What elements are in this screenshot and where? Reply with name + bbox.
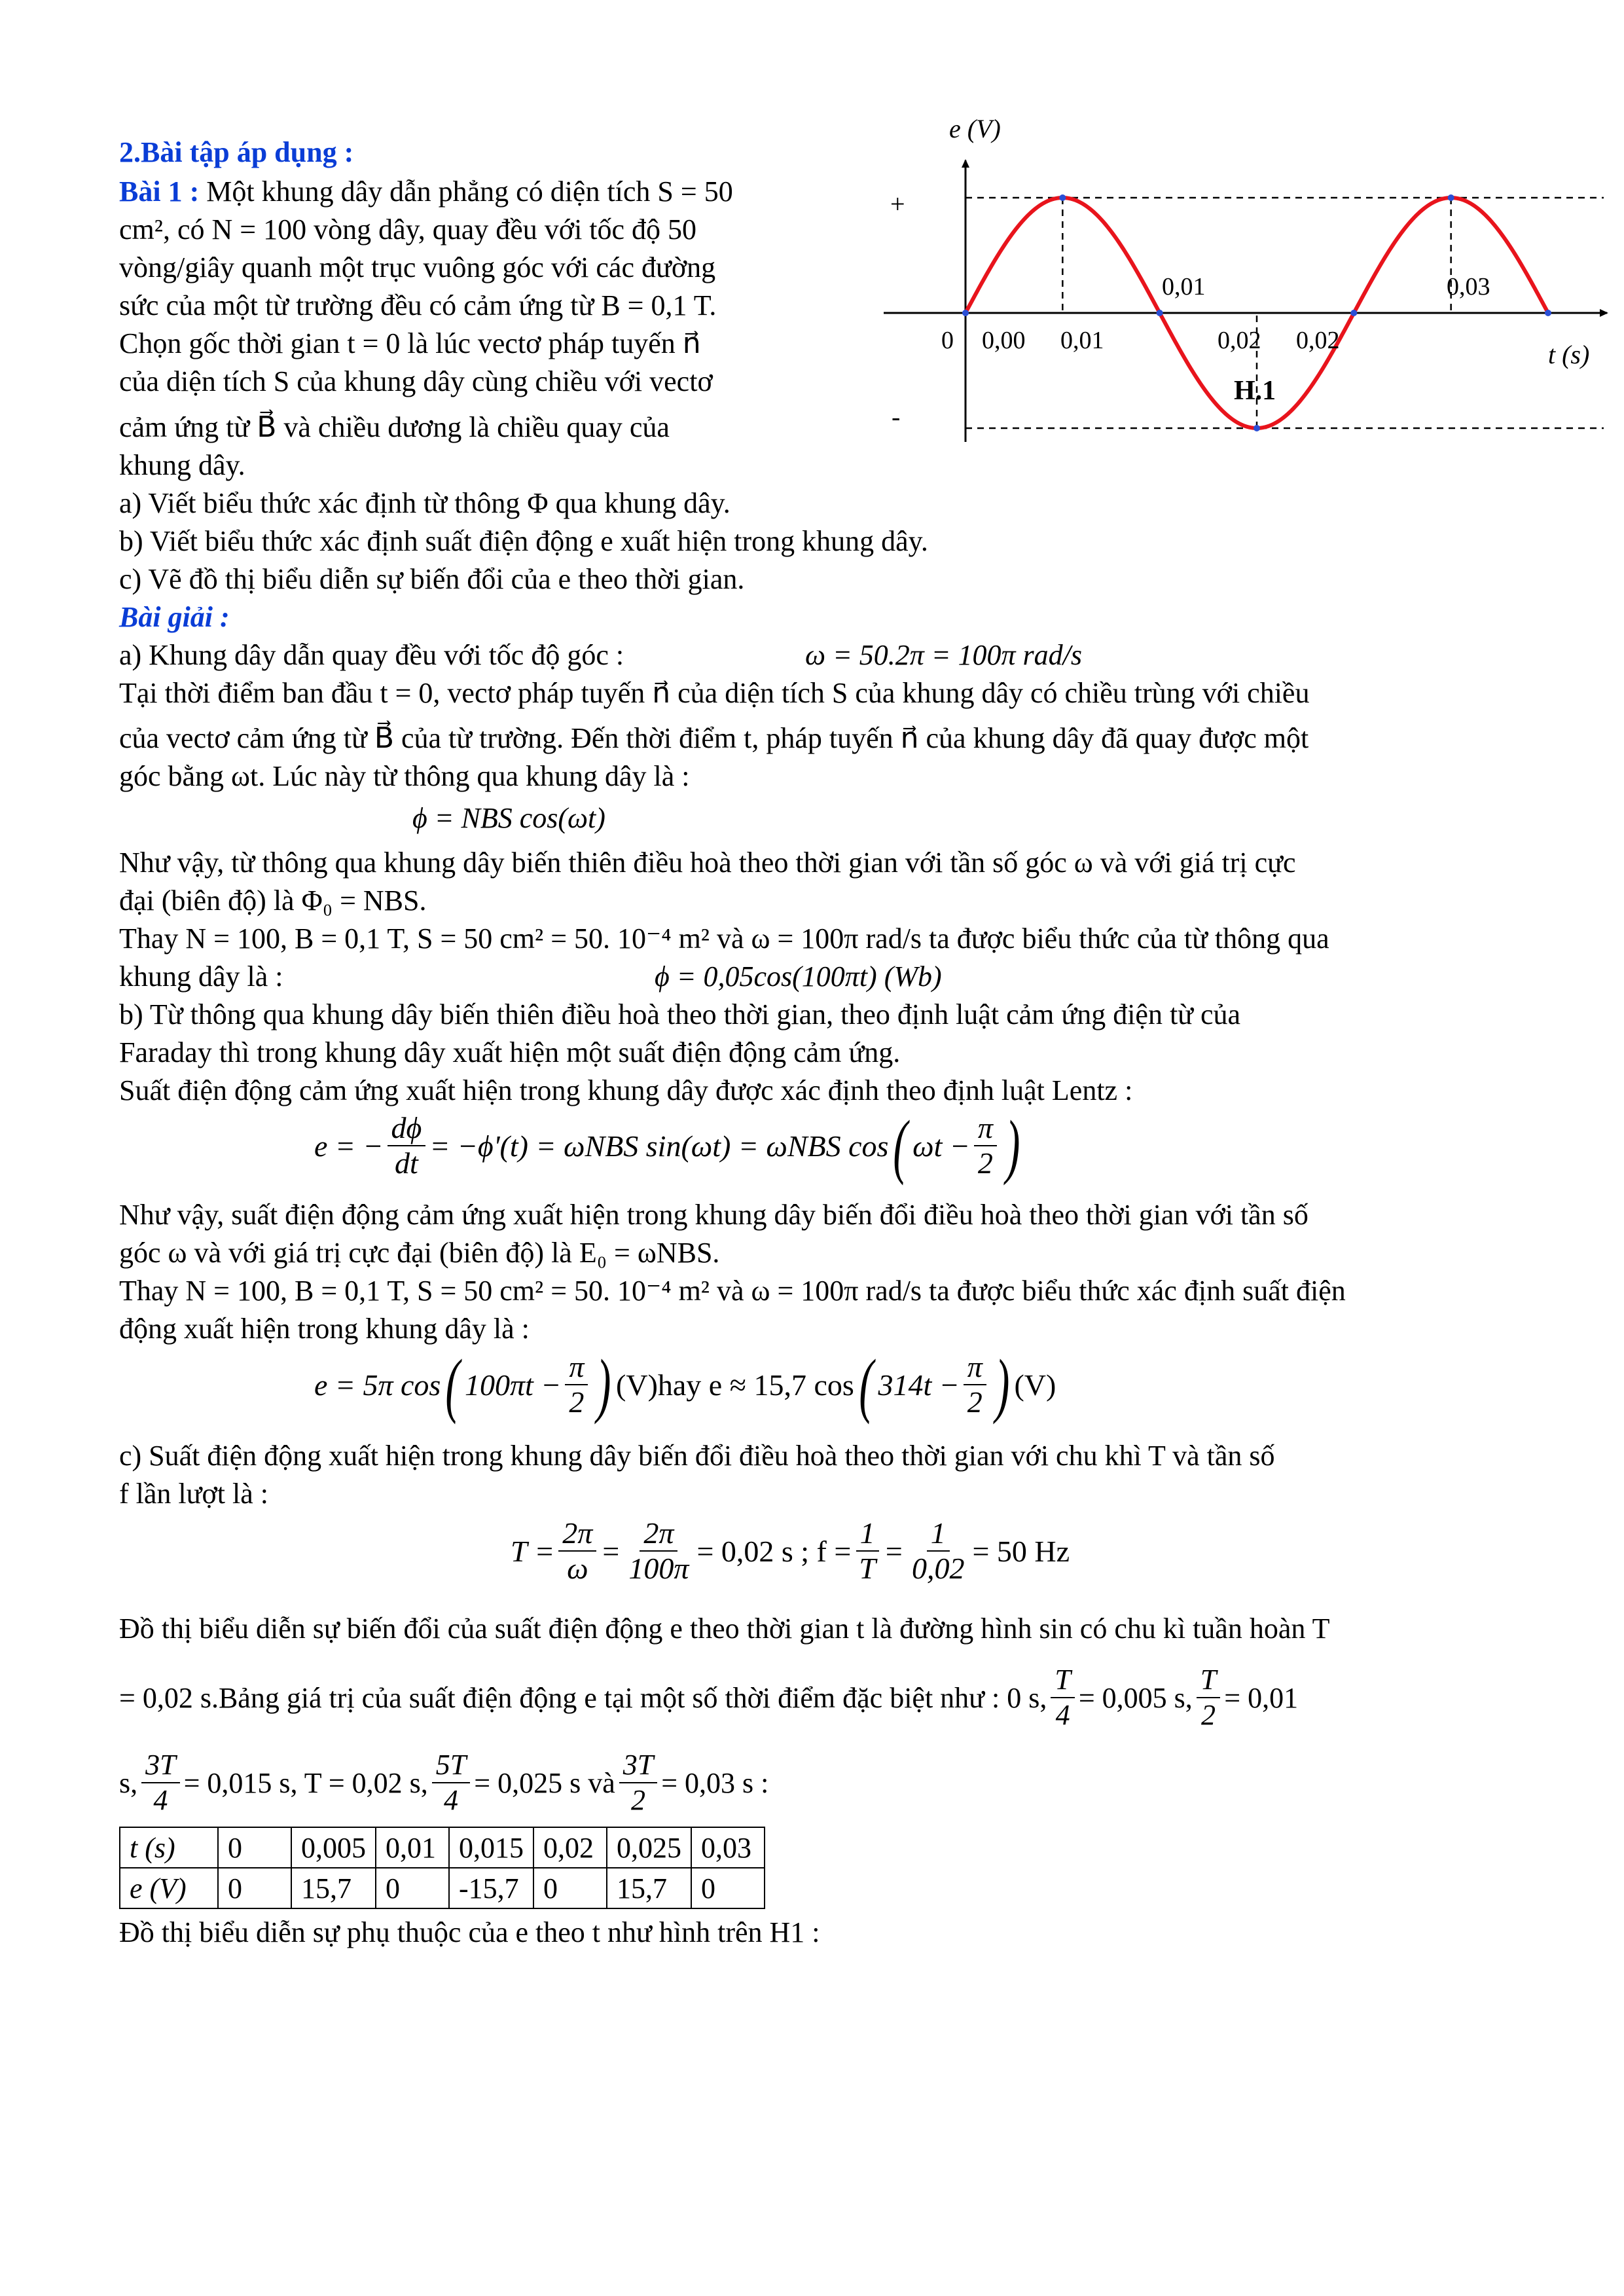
x-axis-label: t (s) — [1548, 340, 1590, 369]
sol-c5-frac-1 — [141, 1748, 179, 1817]
values-table — [119, 1827, 765, 1909]
table-row-t — [120, 1827, 765, 1868]
tick-label: 0,00 — [982, 327, 1026, 354]
data-point — [1448, 194, 1454, 201]
sol-c4-f1n: T — [1051, 1663, 1074, 1698]
problem-line-6: của diện tích S của khung dây cùng chiều với vectơ — [119, 365, 713, 397]
solution-label: Bài giải : — [119, 601, 230, 633]
paren-open-2: ( — [859, 1345, 874, 1425]
period-eq-T: T = — [511, 1534, 555, 1568]
sol-c5-c: = 0,025 s và — [474, 1766, 615, 1799]
y-plus-mark: + — [890, 189, 905, 219]
sol-a6: đại (biên độ) là Φ₀ = NBS. — [119, 884, 427, 917]
sol-b1: b) Từ thông qua khung dây biến thiên điều hoà theo thời gian, theo định luật cảm ứng điện từ của — [119, 998, 1241, 1030]
emf-eq-pi-frac-1 — [565, 1350, 588, 1419]
freq-1: 1 — [856, 1516, 879, 1552]
emf-eq-pi-1: π — [565, 1350, 588, 1385]
sol-a7: Thay N = 100, B = 0,1 T, S = 50 cm² = 50. 10⁻⁴ m² và ω = 100π rad/s ta được biểu thức của từ thông qua — [119, 922, 1329, 955]
sol-c5-d: = 0,03 s : — [661, 1766, 769, 1799]
freq-1-b: 1 — [927, 1516, 950, 1552]
chart-title: H.1 — [1234, 376, 1276, 406]
sol-b5: góc ω và với giá trị cực đại (biên độ) là E₀ = ωNBS. — [119, 1237, 720, 1269]
table-cell: 0 — [376, 1868, 449, 1908]
table-cell: 0,01 — [376, 1827, 449, 1868]
sol-a5: Như vậy, từ thông qua khung dây biến thiên điều hoà theo thời gian với tần số góc ω và với giá trị cực — [119, 847, 1296, 879]
lentz-eq-den: dt — [395, 1146, 418, 1180]
sol-a2: Tại thời điểm ban đầu t = 0, vectơ pháp tuyến n⃗ của diện tích S của khung dây có chiều trùng với chiều — [119, 677, 1310, 709]
question-c: c) Vẽ đồ thị biểu diễn sự biến đổi của e theo thời gian. — [119, 563, 745, 595]
freq-frac-1 — [855, 1516, 880, 1586]
sol-c4-c: = 0,01 — [1224, 1681, 1299, 1714]
sol-c4-b: = 0,005 s, — [1078, 1681, 1193, 1714]
sol-b3: Suất điện động cảm ứng xuất hiện trong khung dây được xác định theo định luật Lentz : — [119, 1074, 1133, 1106]
table-cell: 0 — [218, 1827, 291, 1868]
emf-chart — [871, 111, 1623, 478]
emf-eq-pi-frac-2 — [964, 1350, 986, 1419]
freq-002: 0,02 — [911, 1552, 965, 1585]
period-frac-2 — [624, 1516, 693, 1586]
table-row-e — [120, 1868, 765, 1908]
lentz-eq-inner: ωt − — [912, 1129, 970, 1163]
data-point — [1157, 310, 1163, 316]
sol-c4-f2d: 2 — [1201, 1699, 1216, 1731]
table-cell: 0 — [218, 1868, 291, 1908]
sol-a3: của vectơ cảm ứng từ B⃗ của từ trường. Đến thời điểm t, pháp tuyến n⃗ của khung dây đã quay được một — [119, 722, 1309, 754]
sol-c4-a: = 0,02 s.Bảng giá trị của suất điện động e tại một số thời điểm đặc biệt như : 0 s, — [119, 1681, 1047, 1714]
freq-eq-end: = 50 Hz — [972, 1534, 1070, 1568]
data-point — [962, 310, 969, 316]
emf-eq-inner2: 314t − — [878, 1368, 960, 1402]
sol-a8: khung dây là : — [119, 960, 283, 993]
sol-c5-a: s, — [119, 1766, 138, 1799]
problem-line-7: cảm ứng từ B⃗ và chiều dương là chiều quay của — [119, 411, 670, 443]
sol-a1: a) Khung dây dẫn quay đều với tốc độ góc : — [119, 639, 624, 671]
section-heading: 2.Bài tập áp dụng : — [119, 136, 354, 168]
sol-c4-frac-2 — [1197, 1663, 1220, 1732]
sol-c5-f3n: 3T — [619, 1748, 657, 1783]
sol-c5-frac-2 — [432, 1748, 470, 1817]
period-2pi-b: 2π — [640, 1516, 677, 1552]
problem-line-5: Chọn gốc thời gian t = 0 là lúc vectơ pháp tuyến n⃗ — [119, 327, 701, 359]
data-point — [1059, 194, 1066, 201]
emf-eq-end: (V) — [1014, 1368, 1056, 1402]
paren-close-2: ) — [995, 1345, 1010, 1425]
table-cell: -15,7 — [449, 1868, 533, 1908]
sol-c5-frac-3 — [619, 1748, 657, 1817]
sol-c3: Đồ thị biểu diễn sự biến đổi của suất điện động e theo thời gian t là đường hình sin có chu kì tuần hoàn T — [119, 1613, 1330, 1645]
data-point — [1545, 310, 1551, 316]
problem-line-8: khung dây. — [119, 449, 245, 481]
paren-open: ( — [893, 1106, 908, 1186]
sol-c4-f2n: T — [1197, 1663, 1220, 1698]
emf-eq-inner1: 100πt − — [464, 1368, 562, 1402]
tick-label: 0,02 — [1296, 327, 1340, 354]
table-cell: 0,025 — [607, 1827, 691, 1868]
problem-line-4: sức của một từ trường đều có cảm ứng từ B = 0,1 T. — [119, 289, 717, 321]
sol-b2: Faraday thì trong khung dây xuất hiện một suất điện động cảm ứng. — [119, 1036, 901, 1068]
period-2pi: 2π — [558, 1516, 596, 1552]
question-a: a) Viết biểu thức xác định từ thông Φ qua khung dây. — [119, 487, 731, 519]
table-cell: 0,03 — [691, 1827, 765, 1868]
problem-line-3: vòng/giây quanh một trục vuông góc với các đường — [119, 251, 716, 283]
emf-eq-pi-2: π — [964, 1350, 986, 1385]
sol-a8-eq: ϕ = 0,05cos(100πt) (Wb) — [655, 960, 942, 993]
problem-label: Bài 1 : — [119, 175, 200, 208]
paren-close: ) — [1005, 1106, 1020, 1186]
tick-label: 0,02 — [1218, 327, 1261, 354]
tick-label: 0,01 — [1060, 327, 1104, 354]
sol-b7: động xuất hiện trong khung dây là : — [119, 1313, 530, 1345]
y-minus-mark: - — [892, 402, 901, 431]
freq-frac-2 — [908, 1516, 969, 1586]
sol-c4-frac-1 — [1051, 1663, 1074, 1732]
period-equation — [511, 1516, 1070, 1586]
sol-a1-eq: ω = 50.2π = 100π rad/s — [805, 639, 1083, 671]
sol-c5-f1d: 4 — [153, 1784, 168, 1816]
lentz-eq-num: dϕ — [388, 1111, 426, 1146]
lentz-eq-mid: = −ϕ'(t) = ωNBS sin(ωt) = ωNBS cos — [429, 1129, 889, 1163]
emf-eq-two-1: 2 — [569, 1385, 585, 1419]
period-100pi: 100π — [628, 1552, 689, 1585]
table-cell: 0,005 — [291, 1827, 376, 1868]
lentz-eq-two: 2 — [977, 1146, 993, 1180]
sol-c4 — [119, 1663, 1298, 1732]
table-cell: 0 — [691, 1868, 765, 1908]
lentz-eq-pi: π — [974, 1111, 997, 1146]
table-header-e: e (V) — [120, 1868, 218, 1908]
problem-text-1: Một khung dây dẫn phẳng có diện tích S = 50 — [206, 175, 733, 208]
emf-equation — [314, 1345, 1056, 1425]
sol-c1: c) Suất điện động xuất hiện trong khung dây biến đổi điều hoà theo thời gian với chu khì T và tần số — [119, 1440, 1275, 1472]
sol-c5-f2d: 4 — [444, 1784, 459, 1816]
sol-b4: Như vậy, suất điện động cảm ứng xuất hiện trong khung dây biến đổi điều hoà theo thời gian với tần số — [119, 1199, 1308, 1231]
table-cell: 15,7 — [291, 1868, 376, 1908]
problem-line-2: cm², có N = 100 vòng dây, quay đều với tốc độ 50 — [119, 213, 697, 246]
question-b: b) Viết biểu thức xác định suất điện động e xuất hiện trong khung dây. — [119, 525, 928, 557]
data-point — [1254, 425, 1260, 431]
origin-label: 0 — [941, 327, 954, 354]
period-eq-eq: = — [600, 1534, 621, 1568]
sol-c5 — [119, 1748, 768, 1817]
emf-eq-mid: (V)hay e ≈ 15,7 cos — [616, 1368, 854, 1402]
emf-eq-a: e = 5π cos — [314, 1368, 441, 1402]
paren-open-1: ( — [445, 1345, 460, 1425]
freq-eq: = — [883, 1534, 904, 1568]
sol-c2: f lần lượt là : — [119, 1478, 268, 1510]
period-eq-res: = 0,02 s ; f = — [696, 1534, 852, 1568]
sol-a4: góc bằng ωt. Lúc này từ thông qua khung dây là : — [119, 760, 690, 792]
table-cell: 0,015 — [449, 1827, 533, 1868]
y-axis-label: e (V) — [949, 114, 1001, 143]
emf-eq-two-2: 2 — [967, 1385, 983, 1419]
period-frac-1 — [558, 1516, 596, 1586]
sol-c5-f2n: 5T — [432, 1748, 470, 1783]
sol-c5-f3d: 2 — [630, 1784, 645, 1816]
lentz-equation — [314, 1106, 1025, 1186]
sol-a-eq: ϕ = NBS cos(ωt) — [412, 802, 605, 834]
period-omega: ω — [567, 1552, 588, 1585]
tick-label: 0,01 — [1162, 273, 1206, 301]
freq-T: T — [859, 1552, 876, 1585]
table-cell: 0,02 — [533, 1827, 607, 1868]
sol-c5-f1n: 3T — [141, 1748, 179, 1783]
table-cell: 15,7 — [607, 1868, 691, 1908]
lentz-eq-left: e = − — [314, 1129, 384, 1163]
sol-c5-b: = 0,015 s, T = 0,02 s, — [183, 1766, 428, 1799]
lentz-eq-fraction — [388, 1111, 426, 1180]
table-header-t: t (s) — [120, 1827, 218, 1868]
tick-label: 0,03 — [1447, 273, 1490, 301]
final-line: Đồ thị biểu diễn sự phụ thuộc của e theo t như hình trên H1 : — [119, 1916, 820, 1948]
table-cell: 0 — [533, 1868, 607, 1908]
lentz-eq-pi-frac — [974, 1111, 997, 1180]
data-point — [1350, 310, 1357, 316]
problem-line-1 — [119, 173, 733, 210]
sol-b6: Thay N = 100, B = 0,1 T, S = 50 cm² = 50. 10⁻⁴ m² và ω = 100π rad/s ta được biểu thức xác định suất điện — [119, 1275, 1346, 1307]
paren-close-1: ) — [596, 1345, 611, 1425]
sol-c4-f1d: 4 — [1055, 1699, 1070, 1731]
